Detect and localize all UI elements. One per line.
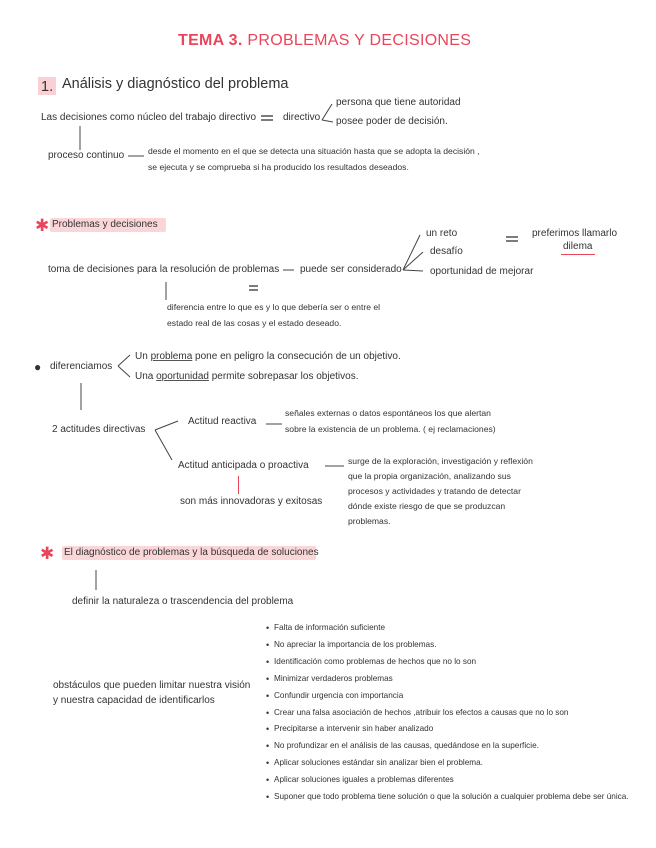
preferimos-llamarlo: preferimos llamarlo [532, 228, 618, 239]
obstaculos-1: obstáculos que pueden limitar nuestra visión [53, 680, 251, 691]
obstacles-list [266, 620, 629, 806]
list-item: • Identificación como problemas de hechos que no lo son [266, 654, 629, 671]
diferenciamos-label: diferenciamos [50, 361, 113, 372]
proactiva-desc-3: procesos y actividades y tratando de detectar [348, 486, 521, 496]
dilema-underline [561, 254, 595, 255]
proactiva-desc-5: problemas. [348, 516, 391, 526]
proceso-desc-2: se ejecuta y se comprueba si ha producido los resultados deseados. [148, 162, 409, 172]
reactiva-desc-1: señales externas o datos espontáneos los que alertan [285, 408, 491, 418]
obstaculos-2: y nuestra capacidad de identificarlos [53, 695, 215, 706]
dilema: dilema [563, 241, 593, 252]
reactiva-desc-2: sobre la existencia de un problema. ( ej reclamaciones) [285, 424, 496, 434]
dif-problema-a: Un [135, 351, 151, 362]
dif-problema [135, 351, 401, 363]
decisiones-nucleo: Las decisiones como núcleo del trabajo directivo [41, 112, 257, 123]
opt-desafio: desafío [430, 246, 463, 257]
dif-oportunidad [135, 371, 358, 383]
dif-oportunidad-b: permite sobrepasar los objetivos. [208, 371, 359, 382]
opt-oportunidad: oportunidad de mejorar [430, 266, 534, 277]
list-item: • No profundizar en el análisis de las causas, quedándose en la superficie. [266, 738, 629, 755]
definir-naturaleza: definir la naturaleza o trascendencia del problema [72, 596, 294, 607]
section2-heading: Problemas y decisiones [52, 219, 158, 230]
toma-decisiones: toma de decisiones para la resolución de problemas [48, 264, 280, 275]
branch-poder: posee poder de decisión. [336, 116, 448, 127]
list-item: • Falta de información suficiente [266, 620, 629, 637]
dif-oportunidad-u: oportunidad [156, 371, 209, 382]
branch-autoridad: persona que tiene autoridad [336, 97, 461, 108]
list-item: • Suponer que todo problema tiene solución o que la solución a cualquier problema debe ser única. [266, 789, 629, 806]
section1-heading: Análisis y diagnóstico del problema [62, 76, 289, 92]
proactiva-desc-2: que la propia organización, analizando sus [348, 471, 511, 481]
diferencia-2: estado real de las cosas y el estado deseado. [167, 318, 342, 328]
diferencia-1: diferencia entre lo que es y lo que debería ser o entre el [167, 302, 381, 312]
list-item: • Precipitarse a intervenir sin haber analizado [266, 721, 629, 738]
opt-reto: un reto [426, 228, 458, 239]
actitud-proactiva: Actitud anticipada o proactiva [178, 460, 309, 471]
list-item: • Minimizar verdaderos problemas [266, 671, 629, 688]
innovadoras: son más innovadoras y exitosas [180, 496, 323, 507]
page-title [178, 31, 471, 51]
proactiva-red-connector [238, 476, 239, 494]
list-item: • Aplicar soluciones estándar sin analizar bien el problema. [266, 755, 629, 772]
actitudes-label: 2 actitudes directivas [52, 424, 146, 435]
list-item: • Crear una falsa asociación de hechos ,atribuir los efectos a causas que no lo son [266, 705, 629, 722]
bullet-dot-icon: ● [34, 360, 42, 374]
list-item: • No apreciar la importancia de los problemas. [266, 637, 629, 654]
proactiva-desc-4: dónde existe riesgo de que se produzcan [348, 501, 506, 511]
dif-problema-b: pone en peligro la consecución de un objetivo. [192, 351, 401, 362]
dif-problema-u: problema [150, 351, 193, 362]
asterisk-icon: ✱ [35, 216, 50, 235]
title-main: PROBLEMAS Y DECISIONES [247, 32, 472, 49]
list-item: • Aplicar soluciones iguales a problemas diferentes [266, 772, 629, 789]
dif-oportunidad-a: Una [135, 371, 157, 382]
section1-number: 1. [41, 79, 54, 95]
puede-ser-considerado: puede ser considerado [300, 264, 402, 275]
title-prefix: TEMA 3. [178, 32, 243, 49]
section3-heading: El diagnóstico de problemas y la búsqueda de soluciones [64, 547, 319, 558]
list-item: • Confundir urgencia con importancia [266, 688, 629, 705]
proactiva-desc-1: surge de la exploración, investigación y reflexión [348, 456, 533, 466]
asterisk-icon: ✱ [40, 544, 55, 563]
proceso-desc-1: desde el momento en el que se detecta una situación hasta que se adopta la decisión , [148, 146, 480, 156]
directivo-label: directivo [283, 112, 321, 123]
proceso-continuo: proceso continuo [48, 150, 125, 161]
actitud-reactiva: Actitud reactiva [188, 416, 257, 427]
